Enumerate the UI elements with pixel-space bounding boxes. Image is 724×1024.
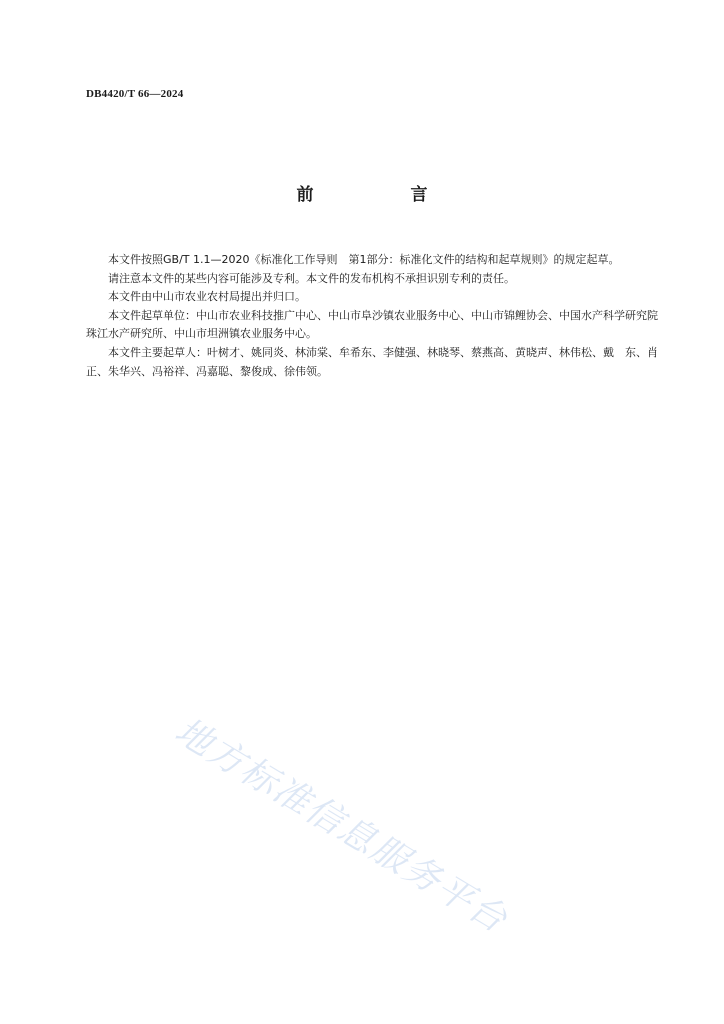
section-title: 前 言 bbox=[296, 185, 468, 205]
paragraph-proposer: 本文件由中山市农业农村局提出并归口。 bbox=[108, 290, 306, 304]
paragraph-drafting-units: 本文件起草单位：中山市农业科技推广中心、中山市阜沙镇农业服务中心、中山市锦鲤协会、中国水产科学研究院珠江水产研究所、中山市坦洲镇农业服务中心。 bbox=[86, 308, 658, 341]
foreword-body bbox=[86, 251, 669, 381]
watermark: 地方标准信息服务平台 bbox=[167, 710, 515, 942]
document-code: DB4420/T 66—2024 bbox=[86, 88, 184, 100]
paragraph-drafters: 本文件主要起草人：叶树才、姚同炎、林沛棠、牟希东、李健强、林晓琴、蔡燕高、黄晓声、林伟松、戴 东、肖 正、朱华兴、冯裕祥、冯嘉聪、黎俊成、徐伟领。 bbox=[86, 345, 669, 378]
paragraph-patent-notice: 请注意本文件的某些内容可能涉及专利。本文件的发布机构不承担识别专利的责任。 bbox=[108, 271, 515, 285]
paragraph-drafting-rules: 本文件按照GB/T 1.1—2020《标准化工作导则 第1部分：标准化文件的结构和起草规则》的规定起草。 bbox=[108, 253, 620, 266]
